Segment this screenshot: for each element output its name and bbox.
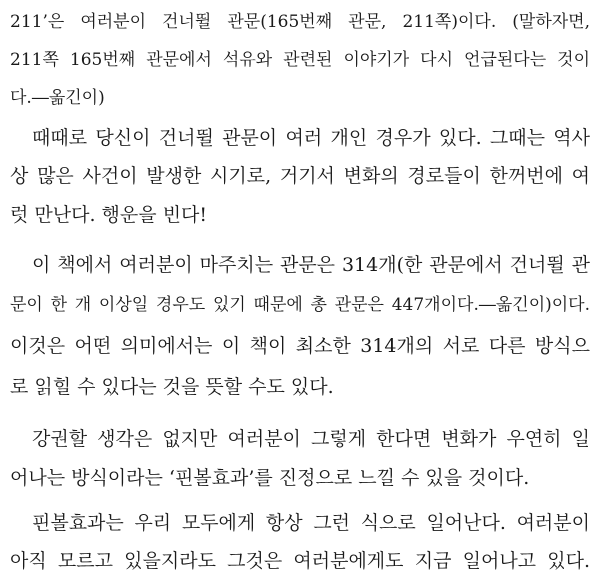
text-line: 아직 모르고 있을지라도 그것은 여러분에게도 지금 일어나고 있다. (10, 550, 590, 572)
text-line: 211’은 여러분이 건너뛸 관문(165번째 관문, 211쪽)이다. (말하자면, (10, 12, 590, 32)
text-line: 상 많은 사건이 발생한 시기로, 거기서 변화의 경로들이 한꺼번에 여 (10, 165, 590, 187)
text-line: 때때로 당신이 건너뛸 관문이 여러 개인 경우가 있다. 그때는 역사 (32, 127, 590, 149)
text-line: 럿 만난다. 행운을 빈다! (10, 204, 207, 226)
text-line: 강권할 생각은 없지만 여러분이 그렇게 한다면 변화가 우연히 일 (32, 428, 590, 450)
text-line: 다.―옮긴이) (10, 88, 105, 108)
text-line: 핀볼효과는 우리 모두에게 항상 그런 식으로 일어난다. 여러분이 (32, 512, 590, 534)
text-line: 문이 한 개 이상일 경우도 있기 때문에 총 관문은 447개이다.―옮긴이)이다. (10, 295, 590, 315)
text-line: 로 읽힐 수 있다는 것을 뜻할 수도 있다. (10, 376, 334, 398)
text-line: 이것은 어떤 의미에서는 이 책이 최소한 314개의 서로 다른 방식으 (10, 335, 590, 357)
text-line: 이 책에서 여러분이 마주치는 관문은 314개(한 관문에서 건너뛸 관 (32, 254, 590, 276)
text-line: 어나는 방식이라는 ‘핀볼효과’를 진정으로 느낄 수 있을 것이다. (10, 467, 530, 489)
text-line: 211쪽 165번째 관문에서 석유와 관련된 이야기가 다시 언급된다는 것이 (10, 50, 590, 70)
